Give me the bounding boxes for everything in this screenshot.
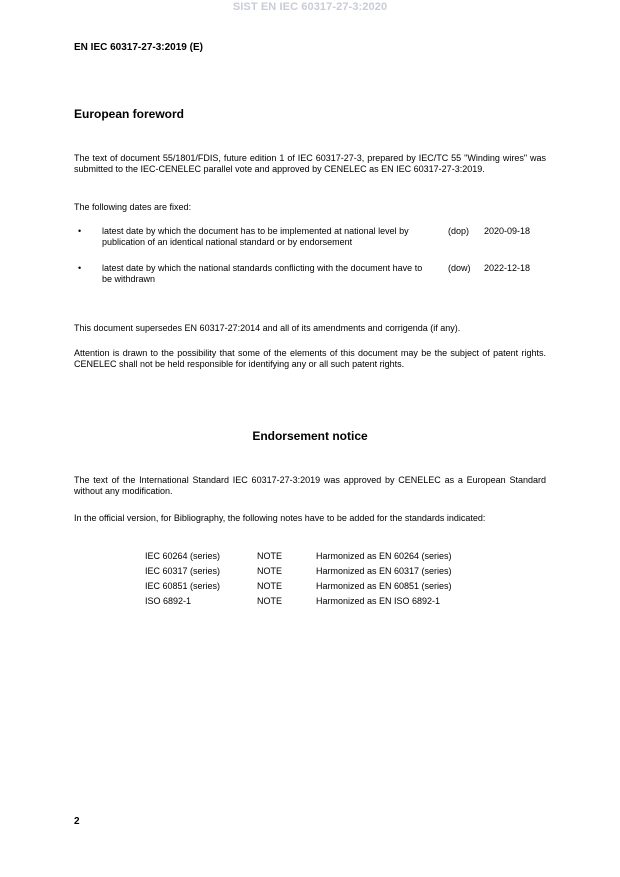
note-standard: IEC 60317 (series)	[145, 566, 221, 576]
dates-item-text: latest date by which the document has to be implemented at national level by publication of an identical national standard or by endorsement	[102, 226, 409, 247]
note-text: Harmonized as EN 60851 (series)	[316, 581, 452, 591]
dates-item-date: 2022-12-18	[484, 263, 531, 273]
note-row	[145, 564, 505, 579]
foreword-paragraph-1: The text of document 55/1801/FDIS, future edition 1 of IEC 60317-27-3, prepared by IEC/TC 55 "Winding wires" was submitted to the IEC-CENELEC parallel vote and approved by CENELEC as EN IEC 60317-27-3:2019.	[74, 153, 546, 174]
page-number: 2	[74, 816, 80, 827]
dates-item-code: (dow)	[448, 263, 471, 273]
document-header: EN IEC 60317-27-3:2019 (E)	[74, 42, 203, 53]
note-standard: IEC 60851 (series)	[145, 581, 221, 591]
bullet-icon: •	[78, 226, 82, 236]
note-label: NOTE	[257, 551, 283, 561]
dates-item-text: latest date by which the national standards conflicting with the document have to be withdrawn	[102, 263, 423, 284]
bibliography-notes	[145, 549, 505, 609]
foreword-paragraph-3: This document supersedes EN 60317-27:2014 and all of its amendments and corrigenda (if any).	[74, 323, 461, 333]
note-text: Harmonized as EN ISO 6892-1	[316, 596, 441, 606]
endorsement-title: Endorsement notice	[252, 429, 368, 443]
note-standard: ISO 6892-1	[145, 596, 192, 606]
endorsement-paragraph-1: The text of the International Standard IEC 60317-27-3:2019 was approved by CENELEC as a European Standard without any modification.	[74, 475, 546, 496]
dates-item-date: 2020-09-18	[484, 226, 531, 236]
endorsement-paragraph-2: In the official version, for Bibliography, the following notes have to be added for the standards indicated:	[74, 513, 486, 523]
note-row	[145, 594, 505, 609]
note-row	[145, 579, 505, 594]
foreword-paragraph-2: The following dates are fixed:	[74, 202, 192, 212]
note-label: NOTE	[257, 566, 283, 576]
note-text: Harmonized as EN 60264 (series)	[316, 551, 452, 561]
note-row	[145, 549, 505, 564]
bullet-icon: •	[78, 263, 82, 273]
note-text: Harmonized as EN 60317 (series)	[316, 566, 452, 576]
watermark: SIST EN IEC 60317-27-3:2020	[232, 1, 388, 13]
note-standard: IEC 60264 (series)	[145, 551, 221, 561]
foreword-title: European foreword	[74, 107, 185, 121]
note-label: NOTE	[257, 596, 283, 606]
note-label: NOTE	[257, 581, 283, 591]
foreword-paragraph-4: Attention is drawn to the possibility that some of the elements of this document may be the subject of patent rights. CENELEC shall not be held responsible for identifying any or all such patent rights.	[74, 348, 546, 369]
dates-item-code: (dop)	[448, 226, 470, 236]
